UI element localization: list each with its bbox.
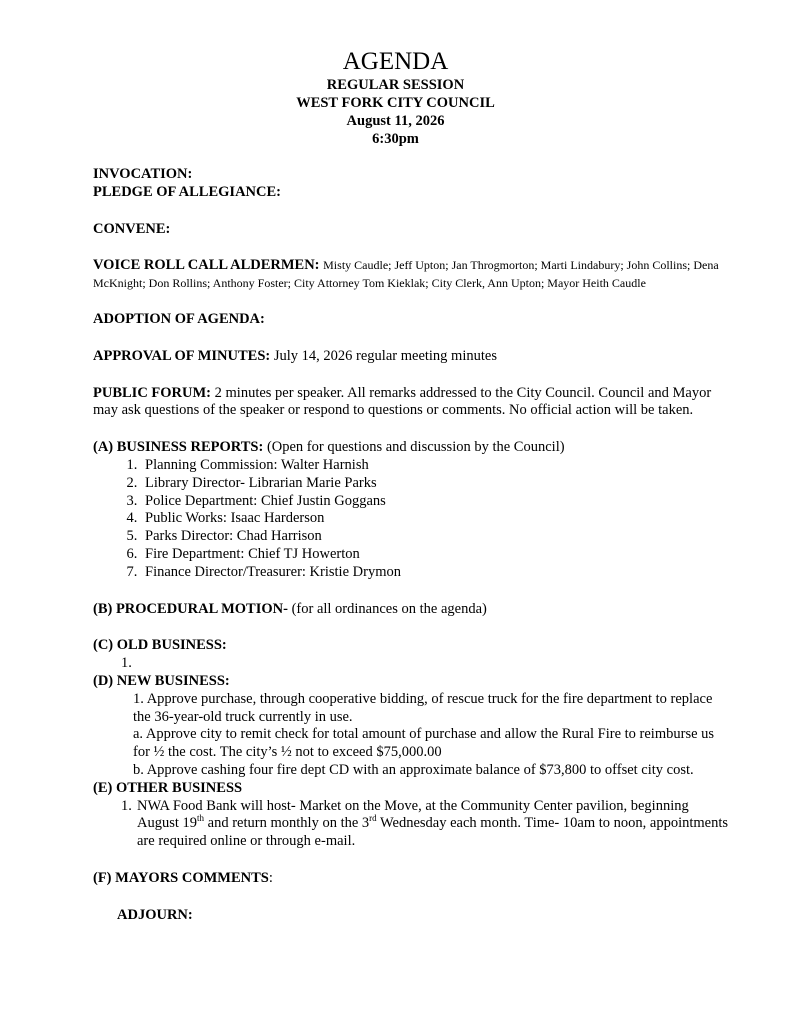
roll-call-section	[93, 257, 733, 293]
ordinal-suffix: th	[197, 813, 205, 824]
list-item: 6. Fire Department: Chief TJ Howerton	[141, 546, 733, 564]
new-business-item-1: 1. Approve purchase, through cooperative bidding, of rescue truck for the fire department to replace the 36-year-old truck currently in use.	[133, 690, 713, 725]
list-item: 5. Parks Director: Chad Harrison	[141, 528, 733, 546]
other-business-item	[93, 798, 733, 851]
minutes-section	[93, 348, 733, 366]
mayors-comments-colon: :	[268, 869, 273, 886]
meeting-time: 6:30pm	[372, 131, 419, 147]
ordinal-suffix: rd	[369, 813, 377, 824]
agenda-title: AGENDA	[342, 48, 449, 75]
session-type: REGULAR SESSION	[326, 77, 465, 93]
new-business-heading: (D) NEW BUSINESS:	[93, 672, 230, 689]
other-business-number: 1.	[121, 797, 132, 814]
agenda-body	[93, 166, 733, 925]
new-business-item-b: b. Approve cashing four fire dept CD with an approximate balance of $73,800 to offset city cost.	[133, 761, 694, 778]
mayors-comments-label: (F) MAYORS COMMENTS	[93, 869, 269, 886]
list-item: 3. Police Department: Chief Justin Goggans	[141, 493, 733, 511]
procedural-label: (B) PROCEDURAL MOTION-	[93, 600, 288, 617]
list-item: 7. Finance Director/Treasurer: Kristie Drymon	[141, 564, 733, 582]
roll-call-label: VOICE ROLL CALL ALDERMEN:	[93, 257, 320, 274]
public-forum-section	[93, 385, 733, 421]
business-reports-label: (A) BUSINESS REPORTS:	[93, 439, 264, 456]
business-reports-section	[93, 439, 733, 457]
agenda-header	[0, 48, 791, 148]
other-text-part-3: Wednesday each month. Time- 10am to noon, appointments are required online or through e-mail.	[137, 815, 729, 850]
business-reports-note: (Open for questions and discussion by the Council)	[266, 439, 565, 456]
list-item: 2. Library Director- Librarian Marie Parks	[141, 475, 733, 493]
council-name: WEST FORK CITY COUNCIL	[296, 95, 495, 111]
public-forum-label: PUBLIC FORUM:	[93, 384, 212, 401]
mayors-comments-section	[93, 870, 733, 888]
public-forum-text: 2 minutes per speaker. All remarks addressed to the City Council. Council and Mayor may ask questions of the speaker or respond to questions or comments. No official action will be taken.	[93, 384, 712, 419]
business-reports-list	[93, 457, 733, 582]
minutes-text: July 14, 2026 regular meeting minutes	[273, 347, 497, 364]
old-business-item: 1.	[121, 655, 132, 672]
convene-heading: CONVENE:	[93, 220, 171, 237]
procedural-text: (for all ordinances on the agenda)	[291, 600, 487, 617]
minutes-label: APPROVAL OF MINUTES:	[93, 347, 271, 364]
meeting-date: August 11, 2026	[346, 113, 445, 129]
adoption-heading: ADOPTION OF AGENDA:	[93, 310, 265, 327]
procedural-section	[93, 601, 733, 619]
list-item: 1. Planning Commission: Walter Harnish	[141, 457, 733, 475]
roll-call-names: Misty Caudle; Jeff Upton; Jan Throgmorton; Marti Lindabury; John Collins; Dena McKnight; Don Rollins; Anthony Foster; City Attorney Tom Kieklak; City Clerk, Ann Upton; Mayor Heith Caudle	[93, 258, 719, 291]
adjourn-heading: ADJOURN:	[117, 906, 193, 923]
old-business-heading: (C) OLD BUSINESS:	[93, 637, 227, 654]
other-text-part-1: NWA Food Bank will host- Market on the Move, at the Community Center pavilion, beginning August 19	[137, 797, 689, 832]
other-business-heading: (E) OTHER BUSINESS	[93, 779, 243, 796]
new-business-item-a: a. Approve city to remit check for total amount of purchase and allow the Rural Fire to reimburse us for ½ the cost. The city’s ½ not to exceed $75,000.00	[133, 726, 715, 761]
other-business-text	[121, 798, 733, 851]
invocation-heading: INVOCATION:	[93, 166, 193, 182]
list-item: 4. Public Works: Isaac Harderson	[141, 510, 733, 528]
other-text-part-2: and return monthly on the 3	[204, 815, 370, 832]
pledge-heading: PLEDGE OF ALLEGIANCE:	[93, 183, 281, 200]
